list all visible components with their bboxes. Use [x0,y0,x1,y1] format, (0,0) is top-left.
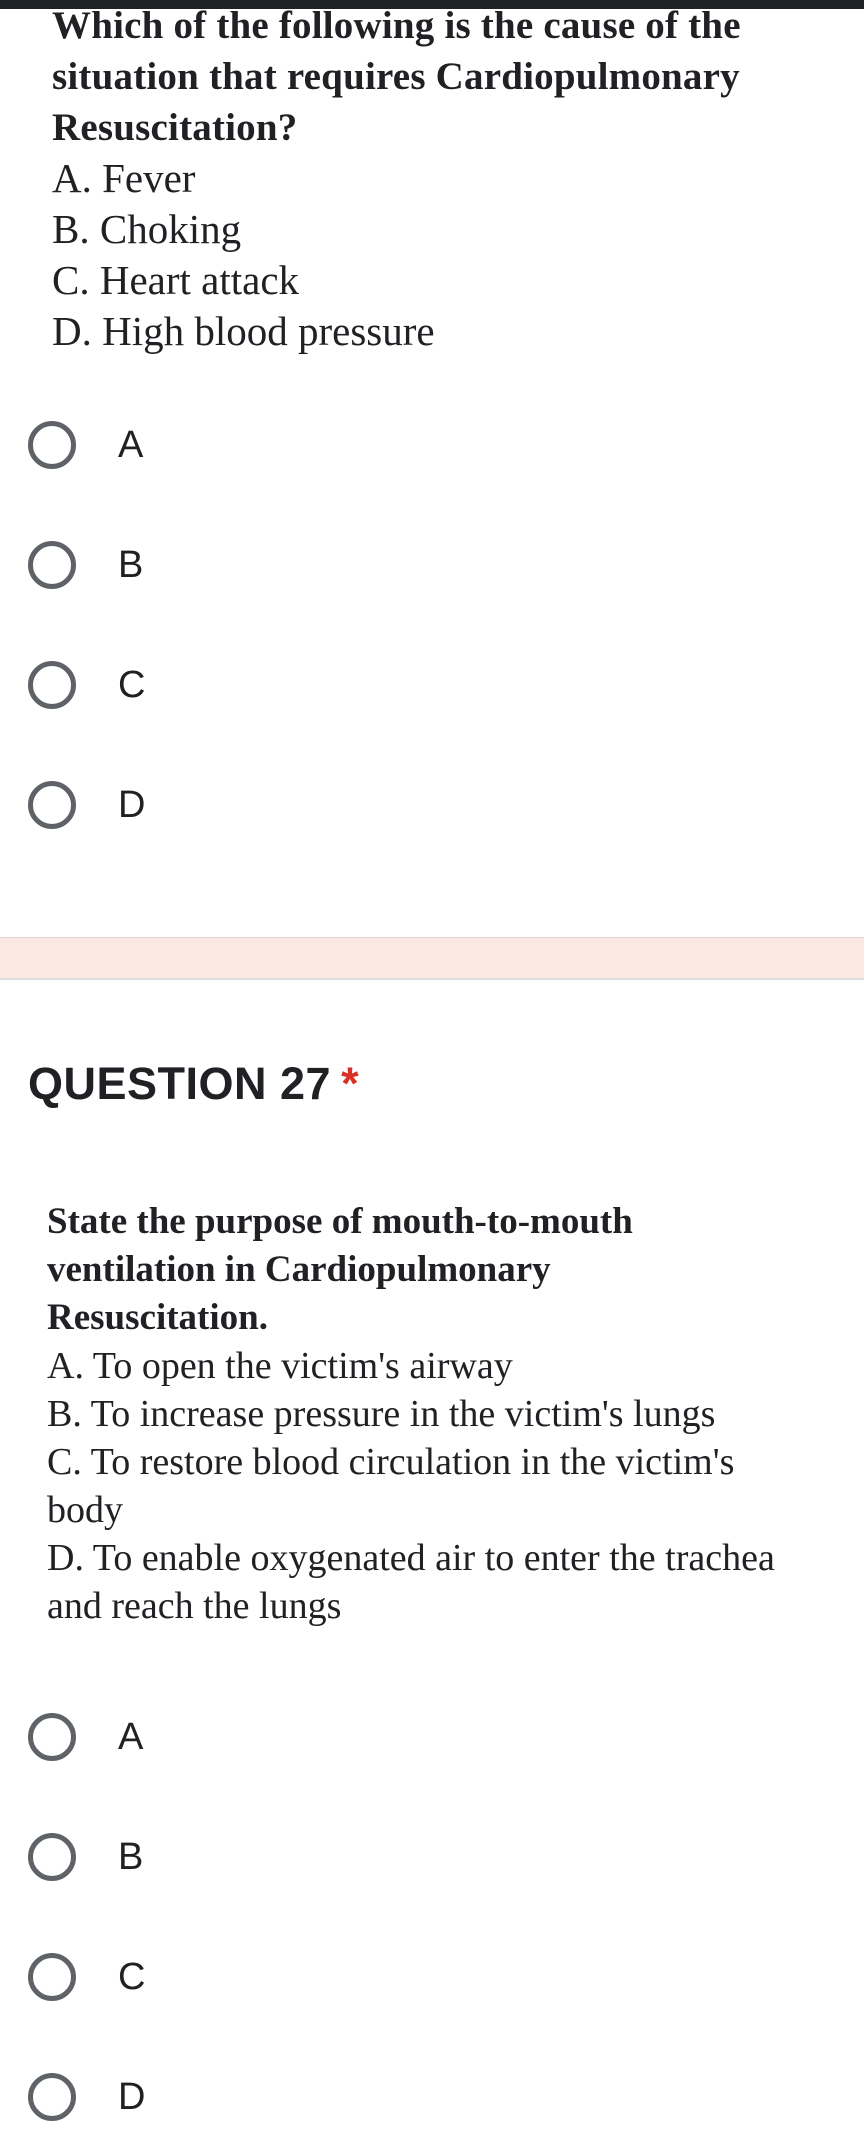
radio-button[interactable] [28,541,76,589]
choice-label: A [118,423,144,466]
question-27-option-text: C. To restore blood circulation in the victim's [47,1441,735,1483]
question-26-choice-c[interactable] [28,650,848,720]
question-27-title [28,1058,359,1110]
question-26-image [52,0,852,357]
radio-button[interactable] [28,1953,76,2001]
question-27-choice-d[interactable] [28,2062,848,2132]
question-27-stem-line: Resuscitation. [47,1297,268,1338]
question-26-option-text: C. Heart attack [52,257,300,303]
question-26-stem-line: situation that requires Cardiopulmonary [52,55,740,98]
question-27-choice-b[interactable] [28,1822,848,1892]
radio-button[interactable] [28,421,76,469]
question-27-option-text: body [47,1489,123,1531]
question-26-stem-line: Which of the following is the cause of the [52,4,741,47]
choice-label: B [118,1835,144,1878]
choice-label: A [118,1715,144,1758]
choice-label: D [118,783,146,826]
question-26-option-text: D. High blood pressure [52,308,435,354]
question-title-text: QUESTION 27 [28,1058,332,1109]
section-divider [0,937,864,980]
question-26-choice-d[interactable] [28,770,848,840]
radio-button[interactable] [28,661,76,709]
radio-button[interactable] [28,781,76,829]
required-asterisk: * [341,1058,360,1109]
question-27-option-text: D. To enable oxygenated air to enter the trachea [47,1537,775,1579]
radio-button[interactable] [28,2073,76,2121]
question-27-stem-line: ventilation in Cardiopulmonary [47,1249,551,1290]
question-27-option-text: B. To increase pressure in the victim's lungs [47,1393,716,1435]
radio-button[interactable] [28,1833,76,1881]
question-26-option-text: A. Fever [52,155,196,201]
question-27-image [47,1198,862,1630]
choice-label: C [118,663,146,706]
choice-label: D [118,2075,146,2118]
question-27-option-text: and reach the lungs [47,1585,342,1627]
question-27-stem-line: State the purpose of mouth-to-mouth [47,1201,633,1242]
question-26-choice-b[interactable] [28,530,848,600]
choice-label: C [118,1955,146,1998]
question-26-option-text: B. Choking [52,206,242,252]
radio-button[interactable] [28,1713,76,1761]
question-27-option-text: A. To open the victim's airway [47,1345,513,1387]
choice-label: B [118,543,144,586]
question-26-choice-a[interactable] [28,410,848,480]
question-27-choice-c[interactable] [28,1942,848,2012]
question-26-stem-line: Resuscitation? [52,106,298,149]
question-27-choice-a[interactable] [28,1702,848,1772]
